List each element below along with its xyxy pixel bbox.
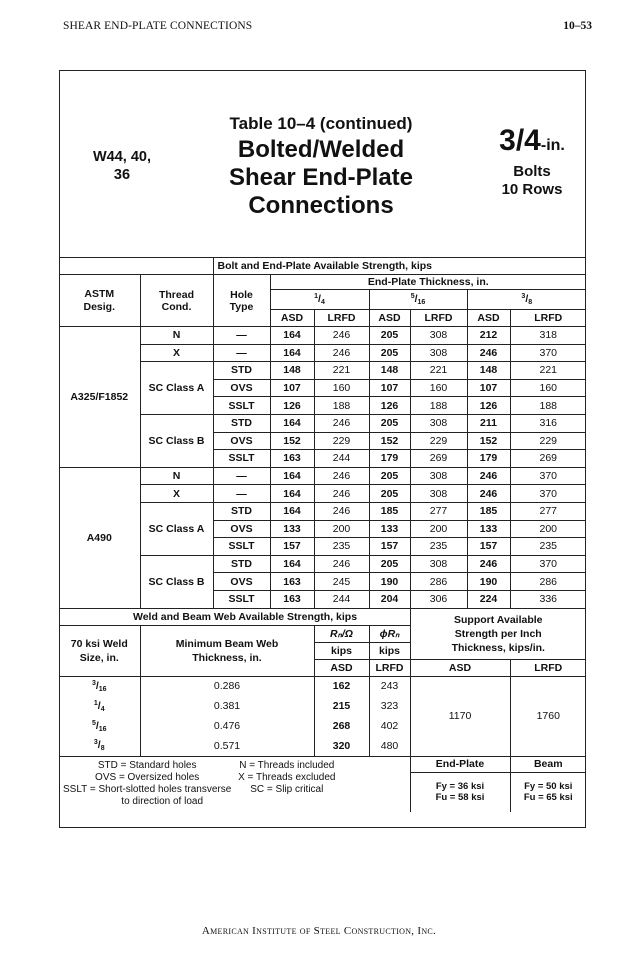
hole-type: OVS	[213, 520, 270, 538]
lrfd-value: 308	[410, 555, 467, 573]
thickness-2	[467, 290, 586, 310]
designation-line-1: W44, 40,	[92, 149, 152, 165]
end-plate-props	[410, 772, 510, 812]
asd-value: 246	[467, 555, 510, 573]
lrfd-value: 370	[510, 485, 586, 503]
asd-value: 157	[270, 538, 314, 556]
support-title-text: Support Available Strength per Inch Thickness, kips/in.	[451, 613, 545, 654]
weld-size	[59, 716, 140, 736]
weld-lrfd-value: 480	[369, 736, 410, 756]
asd-value: 164	[270, 414, 314, 432]
lrfd-value: 200	[410, 520, 467, 538]
asd-value: 157	[467, 538, 510, 556]
lrfd-value: 221	[314, 362, 369, 380]
legend-n: N = Threads included	[239, 759, 335, 771]
rn-omega-header: Rₙ/Ω	[314, 625, 369, 642]
kips-unit: kips	[369, 642, 410, 659]
weld-asd-value: 162	[314, 676, 369, 696]
asd-value: 179	[467, 450, 510, 468]
thickness-frac-2-num: 3	[521, 293, 526, 300]
phi-rn-header: ϕRₙ	[369, 625, 410, 642]
asd-value: 126	[467, 397, 510, 415]
lrfd-value: 370	[510, 555, 586, 573]
asd-value: 179	[369, 450, 410, 468]
asd-value: 212	[467, 327, 510, 345]
legend-std: STD = Standard holes	[97, 759, 197, 771]
lrfd-value: 246	[314, 414, 369, 432]
asd-value: 133	[467, 520, 510, 538]
table-row	[59, 467, 586, 485]
hole-type: STD	[213, 555, 270, 573]
lrfd-value: 286	[510, 573, 586, 591]
thread-cond: N	[140, 467, 213, 485]
legend	[59, 756, 410, 812]
lrfd-value: 308	[410, 485, 467, 503]
asd-value: 133	[369, 520, 410, 538]
asd-value: 126	[270, 397, 314, 415]
weld-asd-value: 268	[314, 716, 369, 736]
col-hole	[213, 275, 270, 327]
weld-size-frac-den: 4	[100, 705, 105, 713]
legend-sc: SC = Slip critical	[250, 783, 324, 795]
end-plate-fu: Fu = 58 ksi	[435, 792, 485, 804]
weld-size-frac-den: 16	[98, 725, 107, 733]
thickness-frac-1: $^5/_{16}$	[410, 293, 426, 306]
lrfd-value: 235	[314, 538, 369, 556]
lrfd-value: 245	[314, 573, 369, 591]
min-web-thickness: 0.381	[140, 696, 314, 716]
astm-designation: A490	[59, 467, 140, 608]
asd-value: 205	[369, 467, 410, 485]
weld-size-frac: $^3/_{16}$	[91, 679, 107, 693]
support-lrfd-value: 1760	[510, 676, 586, 756]
kips-unit: kips	[314, 642, 369, 659]
lrfd-value: 200	[510, 520, 586, 538]
lrfd-value: 316	[510, 414, 586, 432]
weld-lrfd-value: 402	[369, 716, 410, 736]
lrfd-header: LRFD	[510, 310, 586, 327]
bolt-size-unit: -in.	[540, 137, 565, 154]
asd-value: 133	[270, 520, 314, 538]
asd-value: 107	[369, 379, 410, 397]
thread-cond: X	[140, 344, 213, 362]
lrfd-value: 269	[410, 450, 467, 468]
asd-value: 148	[467, 362, 510, 380]
weld-size-frac: $^3/_8$	[93, 739, 105, 753]
astm-designation: A325/F1852	[59, 327, 140, 468]
asd-value: 164	[270, 555, 314, 573]
lrfd-value: 188	[314, 397, 369, 415]
lrfd-value: 306	[410, 590, 467, 608]
hole-type: OVS	[213, 573, 270, 591]
legend-sslt: SSLT = Short-slotted holes transverse	[63, 783, 232, 795]
thickness-frac-1-den: 16	[417, 299, 426, 306]
strength-table	[59, 257, 586, 812]
col-weld-size	[59, 625, 140, 676]
page-footer: American Institute of Steel Construction, Inc.	[201, 925, 437, 937]
weld-size	[59, 736, 140, 756]
bolt-label: Bolts	[513, 163, 551, 180]
beam-props	[510, 772, 586, 812]
support-title	[410, 608, 586, 659]
lrfd-value: 221	[510, 362, 586, 380]
asd-header: ASD	[369, 310, 410, 327]
thickness-frac-1-num: 5	[410, 293, 415, 300]
support-lrfd-header: LRFD	[510, 659, 586, 676]
lrfd-value: 308	[410, 467, 467, 485]
bolt-rows: 10 Rows	[501, 181, 563, 198]
lrfd-value: 244	[314, 450, 369, 468]
thread-cond: N	[140, 327, 213, 345]
hole-type: SSLT	[213, 397, 270, 415]
lrfd-value: 229	[410, 432, 467, 450]
lrfd-value: 246	[314, 502, 369, 520]
lrfd-value: 308	[410, 344, 467, 362]
lrfd-value: 244	[314, 590, 369, 608]
lrfd-value: 200	[314, 520, 369, 538]
lrfd-value: 277	[510, 502, 586, 520]
asd-value: 107	[270, 379, 314, 397]
support-asd-value: 1170	[410, 676, 510, 756]
lrfd-value: 277	[410, 502, 467, 520]
legend-sslt-cont: to direction of load	[121, 795, 204, 807]
weld-asd-value: 215	[314, 696, 369, 716]
lrfd-value: 370	[510, 344, 586, 362]
lrfd-value: 246	[314, 327, 369, 345]
thickness-header: End-Plate Thickness, in.	[270, 275, 586, 290]
asd-value: 246	[467, 344, 510, 362]
title-line-3: Shear End-Plate	[228, 164, 414, 191]
asd-header: ASD	[270, 310, 314, 327]
weld-size-frac-num: 3	[91, 679, 96, 687]
asd-value: 185	[467, 502, 510, 520]
thickness-0	[270, 290, 369, 310]
weld-section-title: Weld and Beam Web Available Strength, kips	[59, 608, 410, 625]
weld-size-frac-den: 16	[98, 685, 107, 693]
shape-designation	[60, 148, 184, 184]
lrfd-value: 235	[510, 538, 586, 556]
weld-row	[59, 676, 586, 696]
end-plate-label: End-Plate	[410, 756, 510, 772]
lrfd-value: 336	[510, 590, 586, 608]
thread-cond: SC Class A	[140, 362, 213, 415]
asd-value: 148	[369, 362, 410, 380]
page-number: 10–53	[563, 20, 592, 32]
asd-value: 148	[270, 362, 314, 380]
hole-type: —	[213, 327, 270, 345]
weld-lrfd-value: 323	[369, 696, 410, 716]
asd-value: 190	[369, 573, 410, 591]
asd-value: 246	[467, 485, 510, 503]
col-min-web	[140, 625, 314, 676]
lrfd-value: 246	[314, 344, 369, 362]
legend-x: X = Threads excluded	[238, 771, 336, 783]
lrfd-value: 229	[510, 432, 586, 450]
asd-value: 205	[369, 344, 410, 362]
legend-thread-conds	[238, 760, 405, 808]
lrfd-value: 318	[510, 327, 586, 345]
lrfd-value: 188	[510, 397, 586, 415]
table-title	[200, 112, 442, 220]
weld-size-frac-num: 5	[91, 719, 96, 727]
designation-line-2: 36	[113, 167, 131, 183]
legend-ovs: OVS = Oversized holes	[95, 771, 200, 783]
bolt-section-title: Bolt and End-Plate Available Strength, kips	[213, 258, 586, 275]
lrfd-value: 246	[314, 467, 369, 485]
weld-asd-value: 320	[314, 736, 369, 756]
weld-size-frac-num: 1	[93, 699, 98, 707]
weld-size-frac-den: 8	[100, 745, 105, 753]
asd-value: 246	[467, 467, 510, 485]
lrfd-value: 308	[410, 327, 467, 345]
beam-fu: Fu = 65 ksi	[523, 792, 573, 804]
lrfd-header: LRFD	[314, 310, 369, 327]
lrfd-value: 221	[410, 362, 467, 380]
lrfd-value: 246	[314, 555, 369, 573]
legend-hole-types	[63, 760, 231, 808]
weld-size-frac-num: 3	[93, 739, 98, 747]
lrfd-value: 229	[314, 432, 369, 450]
title-line-4: Connections	[248, 192, 394, 219]
thread-cond: SC Class B	[140, 414, 213, 467]
weld-size	[59, 676, 140, 696]
weld-size-frac: $^1/_4$	[93, 699, 105, 713]
lrfd-value: 160	[510, 379, 586, 397]
min-web-thickness: 0.476	[140, 716, 314, 736]
lrfd-value: 160	[410, 379, 467, 397]
col-hole-label: Hole Type	[229, 288, 254, 313]
table-number: Table 10–4 (continued)	[229, 114, 413, 133]
asd-value: 164	[270, 344, 314, 362]
asd-value: 126	[369, 397, 410, 415]
asd-value: 164	[270, 327, 314, 345]
asd-value: 163	[270, 450, 314, 468]
bolt-size-value: 3/4	[499, 124, 541, 157]
hole-type: OVS	[213, 432, 270, 450]
hole-type: —	[213, 344, 270, 362]
lrfd-value: 370	[510, 467, 586, 485]
hole-type: STD	[213, 502, 270, 520]
asd-value: 205	[369, 327, 410, 345]
lrfd-value: 160	[314, 379, 369, 397]
asd-value: 205	[369, 485, 410, 503]
weld-lrfd-value: 243	[369, 676, 410, 696]
col-astm	[59, 275, 140, 327]
beam-fy: Fy = 50 ksi	[524, 781, 573, 793]
asd-value: 204	[369, 590, 410, 608]
support-asd-header: ASD	[410, 659, 510, 676]
min-web-thickness: 0.571	[140, 736, 314, 756]
hole-type: OVS	[213, 379, 270, 397]
asd-value: 205	[369, 414, 410, 432]
asd-value: 163	[270, 573, 314, 591]
asd-value: 107	[467, 379, 510, 397]
table-row	[59, 327, 586, 345]
weld-size-frac: $^5/_{16}$	[91, 719, 107, 733]
lrfd-value: 286	[410, 573, 467, 591]
hole-type: SSLT	[213, 538, 270, 556]
hole-type: STD	[213, 414, 270, 432]
asd-value: 224	[467, 590, 510, 608]
weld-asd-header: ASD	[314, 659, 369, 676]
col-thread	[140, 275, 213, 327]
asd-value: 185	[369, 502, 410, 520]
hole-type: STD	[213, 362, 270, 380]
lrfd-value: 235	[410, 538, 467, 556]
asd-value: 152	[467, 432, 510, 450]
lrfd-value: 269	[510, 450, 586, 468]
asd-value: 157	[369, 538, 410, 556]
thickness-1	[369, 290, 467, 310]
min-web-thickness: 0.286	[140, 676, 314, 696]
end-plate-fy: Fy = 36 ksi	[435, 781, 485, 793]
lrfd-value: 308	[410, 414, 467, 432]
thread-cond: SC Class A	[140, 502, 213, 555]
asd-value: 152	[270, 432, 314, 450]
weld-size	[59, 696, 140, 716]
asd-value: 164	[270, 467, 314, 485]
hole-type: SSLT	[213, 590, 270, 608]
thickness-frac-0: $^1/_4$	[314, 293, 325, 306]
title-line-2: Bolted/Welded	[237, 136, 405, 163]
bolt-spec	[482, 124, 582, 199]
hole-type: —	[213, 485, 270, 503]
col-min-web-label: Minimum Beam Web Thickness, in.	[175, 637, 279, 664]
hole-type: SSLT	[213, 450, 270, 468]
thread-cond: X	[140, 485, 213, 503]
thread-cond: SC Class B	[140, 555, 213, 608]
lrfd-value: 188	[410, 397, 467, 415]
asd-value: 163	[270, 590, 314, 608]
lrfd-header: LRFD	[410, 310, 467, 327]
asd-value: 152	[369, 432, 410, 450]
beam-label: Beam	[510, 756, 586, 772]
col-astm-label: ASTM Desig.	[83, 287, 115, 313]
asd-value: 205	[369, 555, 410, 573]
asd-value: 164	[270, 485, 314, 503]
thickness-frac-0-den: 4	[320, 299, 325, 306]
thickness-frac-2-den: 8	[528, 299, 533, 306]
running-head: SHEAR END-PLATE CONNECTIONS	[63, 20, 253, 32]
col-thread-label: Thread Cond.	[158, 288, 194, 313]
bolt-size	[482, 124, 582, 163]
thickness-frac-0-num: 1	[314, 293, 319, 300]
asd-header: ASD	[467, 310, 510, 327]
thickness-frac-2: $^3/_8$	[521, 293, 533, 306]
asd-value: 211	[467, 414, 510, 432]
hole-type: —	[213, 467, 270, 485]
asd-value: 190	[467, 573, 510, 591]
lrfd-value: 246	[314, 485, 369, 503]
weld-lrfd-header: LRFD	[369, 659, 410, 676]
col-weld-size-label: 70 ksi Weld Size, in.	[70, 637, 128, 664]
asd-value: 164	[270, 502, 314, 520]
